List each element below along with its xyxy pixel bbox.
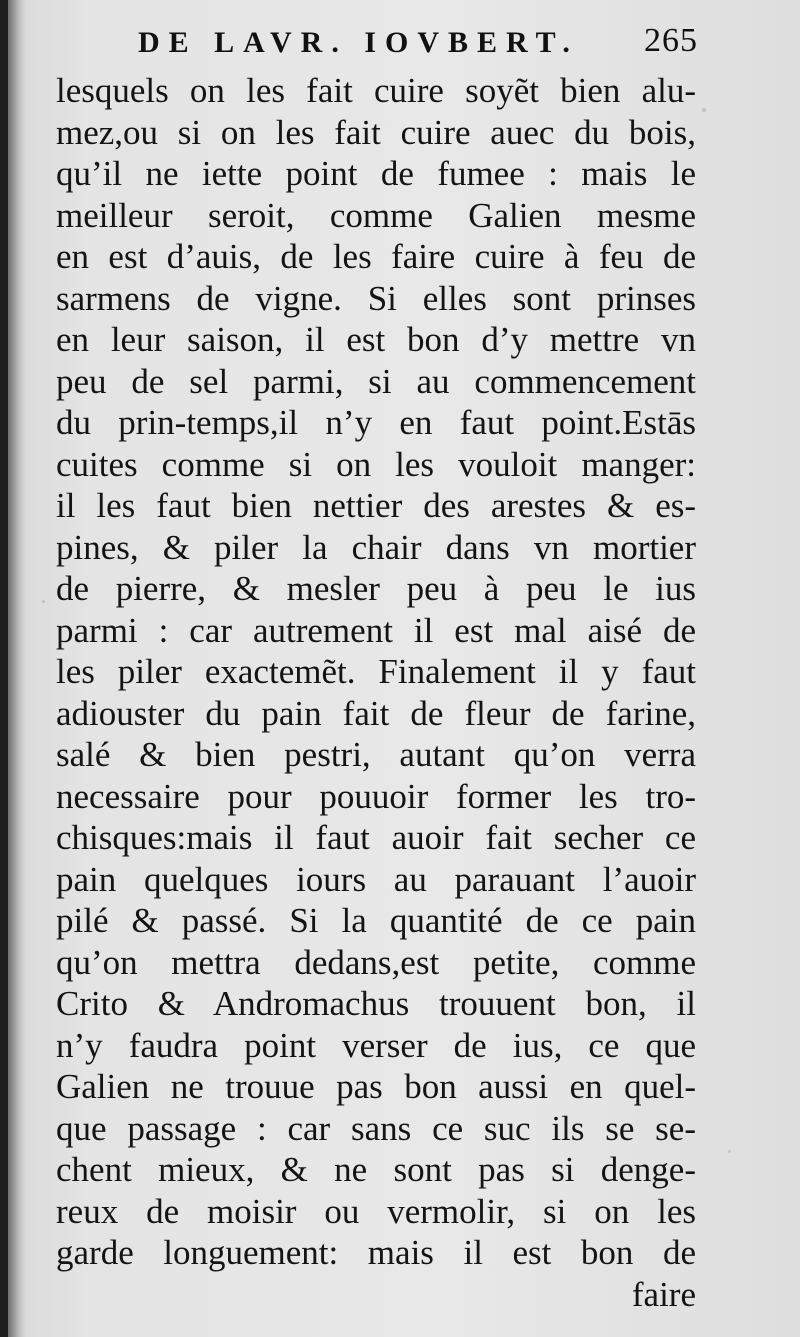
text-line: peu de sel parmi, si au commencement: [56, 361, 696, 401]
catchword: faire: [631, 1274, 696, 1314]
text-line: pilé & passé. Si la quantité de ce pain: [56, 901, 696, 940]
page-header: [128, 22, 698, 66]
text-line: Crito & Andromachus trouuent bon, il: [56, 984, 696, 1023]
text-line: reux de moisir ou vermolir, si on les: [56, 1191, 696, 1231]
text-line: garde longuement: mais il est bon de: [56, 1233, 696, 1272]
text-line: en est d’auis, de les faire cuire à feu de: [56, 237, 696, 276]
text-line: que passage : car sans ce suc ils se se-: [56, 1108, 696, 1148]
ink-speck: [702, 108, 706, 112]
page-gutter-shadow: [8, 0, 26, 1337]
text-line: pines, & piler la chair dans vn mortier: [56, 527, 696, 567]
ink-speck: [728, 1150, 731, 1153]
text-line: de pierre, & mesler peu à peu le ius: [56, 569, 696, 608]
text-line: il les faut bien nettier des arestes & es-: [56, 486, 696, 525]
text-line: cuites comme si on les vouloit manger:: [56, 444, 696, 484]
running-head: DE LAVR. IOVBERT.: [138, 26, 579, 59]
text-line: du prin-temps,il n’y en faut point.Estās: [56, 403, 696, 442]
ink-speck: [42, 600, 45, 603]
text-line: necessaire pour pouuoir former les tro-: [56, 776, 696, 816]
text-line: en leur saison, il est bon d’y mettre vn: [56, 320, 696, 359]
text-line: chisques:mais il faut auoir fait secher ce: [56, 818, 696, 857]
book-page: [8, 0, 800, 1337]
text-line: chent mieux, & ne sont pas si denge-: [56, 1150, 696, 1189]
text-line: Galien ne trouue pas bon aussi en quel-: [56, 1067, 696, 1106]
text-line: qu’il ne iette point de fumee : mais le: [56, 154, 696, 193]
page-number: 265: [644, 22, 698, 59]
text-line: mez,ou si on les fait cuire auec du bois,: [56, 112, 696, 152]
text-line: sarmens de vigne. Si elles sont prinses: [56, 278, 696, 318]
text-line: parmi : car autrement il est mal aisé de: [56, 610, 696, 650]
text-line: n’y faudra point verser de ius, ce que: [56, 1025, 696, 1065]
text-line: adiouster du pain fait de fleur de farine,: [56, 693, 696, 733]
body-text: [56, 70, 696, 1315]
text-line: salé & bien pestri, autant qu’on verra: [56, 735, 696, 774]
text-line: meilleur seroit, comme Galien mesme: [56, 195, 696, 235]
text-line: qu’on mettra dedans,est petite, comme: [56, 942, 696, 982]
text-line: lesquels on les fait cuire soyẽt bien alu-: [56, 71, 696, 110]
text-line: les piler exactemẽt. Finalement il y faut: [56, 652, 696, 691]
text-line: pain quelques iours au parauant l’auoir: [56, 859, 696, 899]
